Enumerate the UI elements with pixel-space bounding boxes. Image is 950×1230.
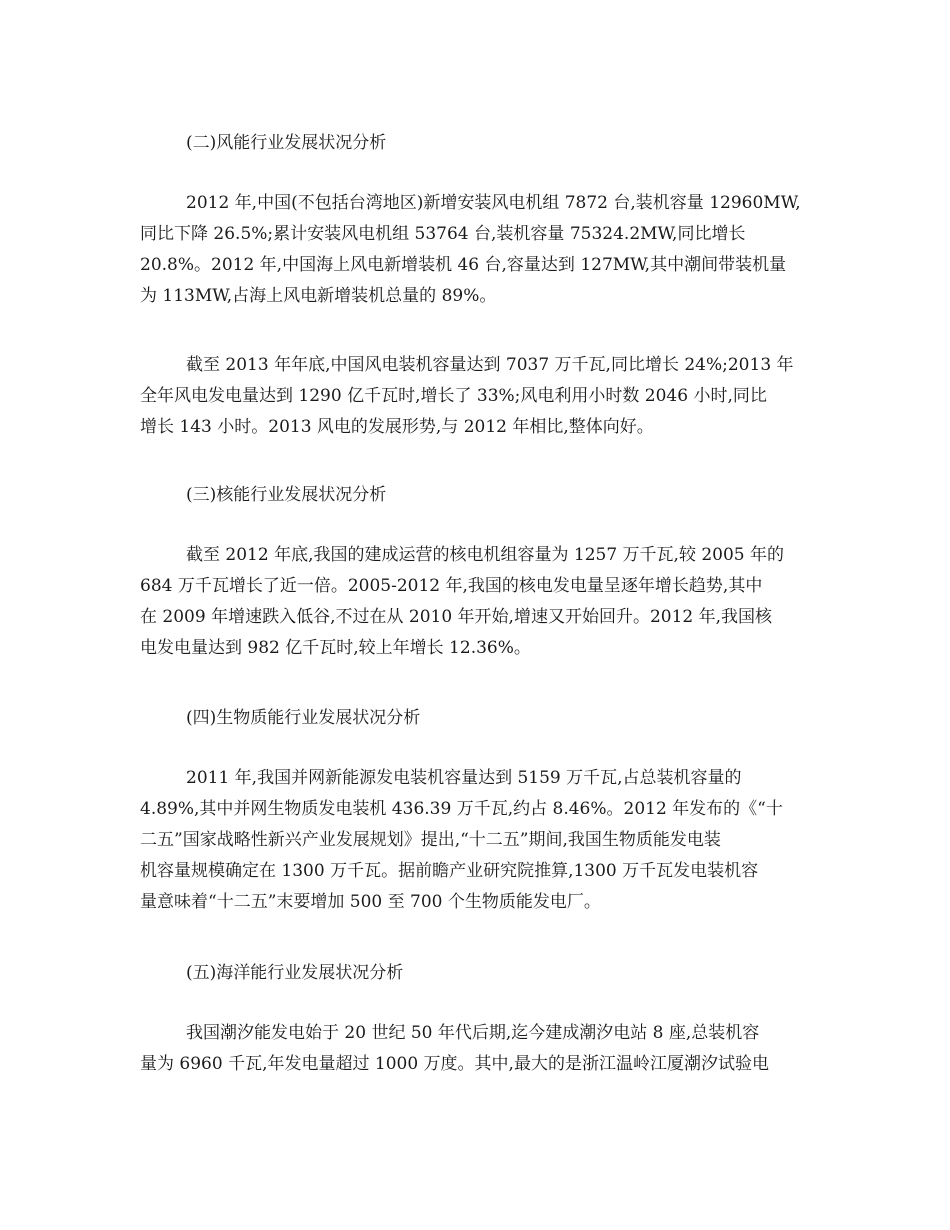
paragraph-line: 增长 143 小时。2013 风电的发展形势,与 2012 年相比,整体向好。 (140, 417, 654, 437)
paragraph-line: 电发电量达到 982 亿千瓦时,较上年增长 12.36%。 (140, 638, 531, 658)
section-heading-wind (140, 128, 866, 159)
heading-text: (五)海洋能行业发展状况分析 (186, 963, 404, 983)
paragraph-line: 2012 年,中国(不包括台湾地区)新增安装风电机组 7872 台,装机容量 12960MW, (186, 193, 801, 213)
section-heading-nuclear (140, 480, 866, 511)
paragraph-line: 机容量规模确定在 1300 万千瓦。据前瞻产业研究院推算,1300 万千瓦发电装机容 (140, 861, 759, 881)
paragraph-line: 截至 2013 年年底,中国风电装机容量达到 7037 万千瓦,同比增长 24%;2013 年 (186, 355, 794, 375)
paragraph-line: 量意味着“十二五”末要增加 500 至 700 个生物质能发电厂。 (140, 892, 601, 912)
paragraph-line: 二五”国家战略性新兴产业发展规划》提出,“十二五”期间,我国生物质能发电装 (140, 830, 721, 850)
paragraph-biomass (140, 763, 820, 918)
paragraph-line: 全年风电发电量达到 1290 亿千瓦时,增长了 33%;风电利用小时数 2046 小时,同比 (140, 386, 767, 406)
section-heading-biomass (140, 703, 866, 734)
section-heading-ocean (140, 958, 866, 989)
paragraph-wind-2013 (140, 350, 820, 443)
paragraph-wind-2012 (140, 188, 820, 312)
paragraph-ocean (140, 1018, 820, 1080)
heading-text: (二)风能行业发展状况分析 (186, 133, 387, 153)
paragraph-line: 量为 6960 千瓦,年发电量超过 1000 万度。其中,最大的是浙江温岭江厦潮汐试验电 (140, 1054, 769, 1074)
paragraph-line: 为 113MW,占海上风电新增装机总量的 89%。 (140, 286, 497, 306)
paragraph-nuclear (140, 540, 820, 664)
paragraph-line: 同比下降 26.5%;累计安装风电机组 53764 台,装机容量 75324.2MW,同比增长 (140, 224, 746, 244)
paragraph-line: 截至 2012 年底,我国的建成运营的核电机组容量为 1257 万千瓦,较 2005 年的 (186, 545, 785, 565)
heading-text: (四)生物质能行业发展状况分析 (186, 708, 421, 728)
paragraph-line: 4.89%,其中并网生物质发电装机 436.39 万千瓦,约占 8.46%。2012 年发布的《“十 (140, 799, 783, 819)
paragraph-line: 2011 年,我国并网新能源发电装机容量达到 5159 万千瓦,占总装机容量的 (186, 768, 742, 788)
heading-text: (三)核能行业发展状况分析 (186, 485, 387, 505)
paragraph-line: 我国潮汐能发电始于 20 世纪 50 年代后期,迄今建成潮汐电站 8 座,总装机容 (186, 1023, 760, 1043)
paragraph-line: 684 万千瓦增长了近一倍。2005-2012 年,我国的核电发电量呈逐年增长趋势,其中 (140, 576, 763, 596)
paragraph-line: 在 2009 年增速跌入低谷,不过在从 2010 年开始,增速又开始回升。2012 年,我国核 (140, 607, 773, 627)
paragraph-line: 20.8%。2012 年,中国海上风电新增装机 46 台,容量达到 127MW,其中潮间带装机量 (140, 255, 787, 275)
